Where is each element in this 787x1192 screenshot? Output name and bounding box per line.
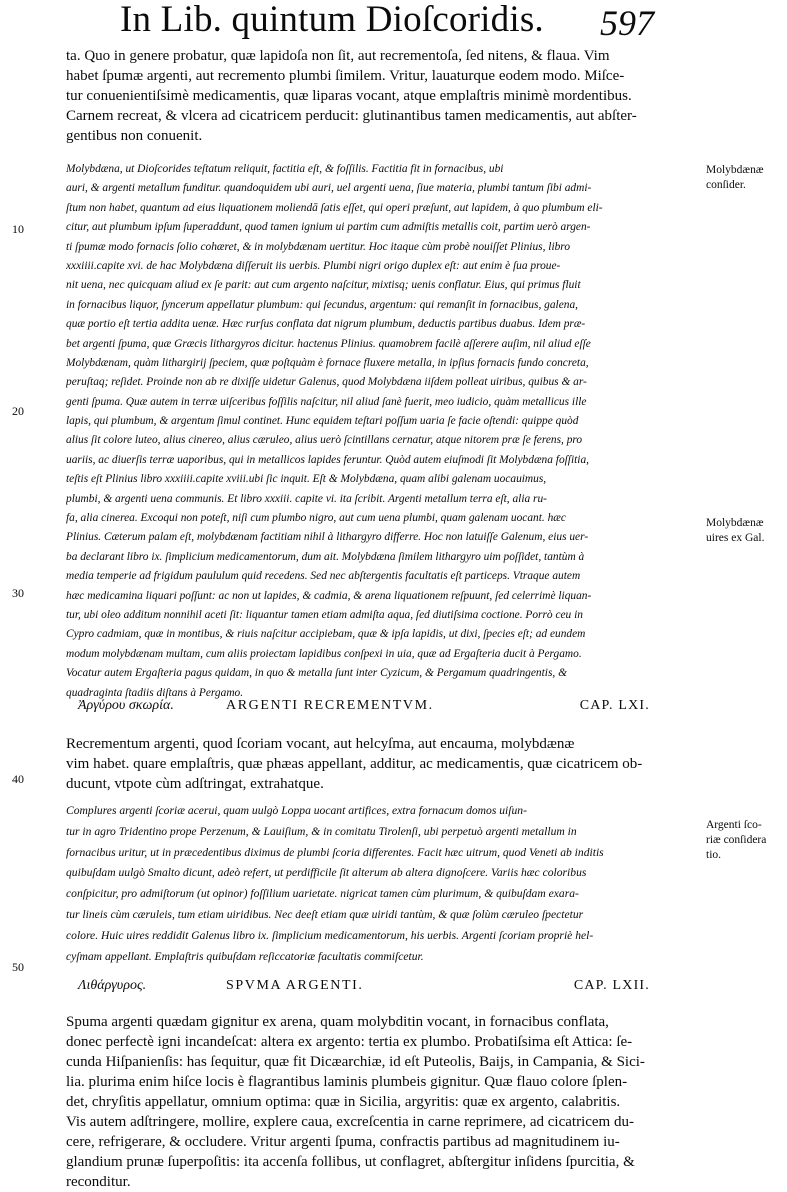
text-line: quibuſdam uulgò Smalto dicunt, adeò refert, ut perdifficile ſit alterum ab altera dignoſcere. Variis hæc coloribus [66,866,587,880]
text-line: peruſtaq; reſidet. Proinde non ab re dixiſſe uidetur Galenus, quod Molybdæna iiſdem polleat uiribus, quibus & ar- [66,376,587,389]
text-line: Recrementum argenti, quod ſcoriam vocant, aut helcyſma, aut encauma, molybdænæ [66,736,575,752]
line-number: 40 [12,772,24,786]
text-line: cere, refrigerare, & occludere. Vritur argenti ſpuma, confractis partibus ad magnitudinem iu- [66,1134,620,1150]
chapter-62-heading [78,978,688,1000]
scoria-commentary [66,801,706,967]
text-line: tur in agro Tridentino prope Perzenum, & Lauiſium, & in comitatu Tirolenſi, ubi perpetuò argenti metallum in [66,824,577,838]
latin-chapter-title: SPVMA ARGENTI. [226,978,364,993]
text-line: reconditur. [66,1174,131,1190]
text-line: Carnem recreat, & vlcera ad cicatricem perducit: glutinantibus tamen medicamentis, aut abſter- [66,108,637,124]
chapter-number: CAP. LXI. [579,698,650,713]
text-line: cyſmam appellant. Emplaſtris quibuſdam reſiccatoriæ facultatis commiſcetur. [66,949,424,963]
text-line: lapis, qui plumbum, & argentum ſimul continet. Hunc equidem teſtari poſſum uaria ſe facie oſtendi: quippe quòd [66,415,579,428]
text-line: bet argenti ſpuma, quæ Græcis lithargyros dicitur. hactenus Plinius. quamobrem facilè aſſerere auſim, nil aliud eſſe [66,337,591,350]
text-line: glandium prunæ ſuperpoſitis: ita accenſa follibus, ut conflagret, abſtergitur inſidens ſpurcitia, & [66,1154,635,1170]
text-line: donec perfectè igni incandeſcat: altera ex argento: tertia ex plumbo. Probatiſsima eſt Attica: ſe- [66,1034,633,1050]
chapter-number: CAP. LXII. [573,978,650,993]
text-line: uariis, ac diuerſis terræ uaporibus, qui in metallicos lapides feruntur. Quòd autem eiuſmodi ſit Molybdæna foſſitia, [66,453,590,466]
text-line: det, chryſitis appellatur, omnium optima: quæ in Sicilia, argyritis: quæ ex argento, calabritis. [66,1094,621,1110]
text-line: ducunt, vtpote cùm adſtringat, extrahatque. [66,776,324,792]
chapter-61-heading [78,698,688,720]
text-line: modum molybdænam multam, cum aliis proiectam lapidibus conſpexi in uia, quæ ad Ergaſteria ducit à Pergamo. [66,647,582,660]
text-line: conſpicitur, pro admiſtorum (ut opinor) foſſilium uarietate. nigricat tamen cùm plurimum, & quibuſdam exara- [66,887,579,901]
text-line: ta. Quo in genere probatur, quæ lapidoſa non ſit, aut recrementoſa, ſed nitens, & flaua. Vim [66,48,610,64]
text-line: genti ſpuma. Quæ autem in terræ uiſceribus foſſilis naſcitur, nil aliud ſanè fuerit, meo iudicio, quàm metallicus ille [66,395,587,408]
margin-note: Molybdænæ uires ex Gal. [706,517,765,544]
molybdaena-commentary [66,160,706,703]
text-line: Molybdænam, quàm lithargirij ſpeciem, quæ poſtquàm è fornace fluxere metalla, in ipſius fornacis fundo concreta, [66,356,589,369]
text-line: tur conuenientiſsimè medicamentis, quæ liparas vocant, atque emplaſtris minimè mordentibus. [66,88,632,104]
text-line: quæ portio eſt tertia addita uenæ. Hæc rurſus conflata dat nigrum plumbum, deductis partibus duabus. Idem præ- [66,318,586,331]
greek-chapter-title: Λιθάργυρος. [78,978,147,993]
latin-chapter-title: ARGENTI RECREMENTVM. [226,698,434,713]
page-number: 597 [600,3,654,43]
line-number: 10 [12,222,24,236]
text-line: Molybdæna, ut Dioſcorides teſtatum reliquit, factitia eſt, & foſſilis. Factitia fit in fornacibus, ubi [66,163,504,175]
intro-paragraph [66,46,701,146]
text-line: ti ſpumæ modo fornacis ſolio cohæret, & in molybdænam uertitur. Hoc itaque cùm probè nouiſſet Plinius, libro [66,240,571,253]
text-line: Spuma argenti quædam gignitur ex arena, quam molybditin vocant, in fornacibus conflata, [66,1014,609,1030]
text-line: media temperie ad frigidum paululum quid recedens. Sed nec abſtergentis facultatis eſt particeps. Vtraque autem [66,570,581,583]
text-line: Vis autem adſtringere, mollire, explere caua, excreſcentia in carne reprimere, ad cicatricem du- [66,1114,634,1130]
text-line: fornacibus uritur, ut in præcedentibus diximus de plumbi ſcoria differentes. Facit hæc uitrum, quod Veneti ab inditis [66,845,604,859]
text-line: colore. Huic uires reddidit Galenus libro ix. ſimplicium medicamentorum, his uerbis. Argenti ſcoriam propriè hel- [66,928,594,942]
margin-note: Molybdænæ conſider. [706,164,764,191]
text-line: hæc medicamina liquari poſſunt: ac non ut lapides, & cadmia, & arena liquationem reſpuunt, ſed celerrimè liquan- [66,589,592,602]
text-line: lia. plurima enim hiſce locis è flagrantibus laminis plumbeis gignitur. Quæ flauo colore ſplen- [66,1074,628,1090]
line-number: 30 [12,586,24,600]
text-line: ba declarant libro ix. ſimplicium medicamentorum, dum ait. Molybdæna ſimilem lithargyro uim poſſidet, tantùm à [66,550,585,563]
text-line: vim habet. quare emplaſtris, quæ phæas appellant, additur, ac medicamentis, quæ cicatricem ob- [66,756,643,772]
line-number: 20 [12,404,24,418]
spuma-paragraph [66,1012,701,1192]
greek-chapter-title: Ἀργύρου σκωρία. [78,698,174,713]
text-line: plumbi, & argenti uena communis. Et libro xxxiii. capite vi. ita ſcribit. Argenti metallum terra eſt, alia ru- [66,492,547,505]
text-line: alius ſit colore luteo, alius cinereo, alius cæruleo, alius uerò ſcintillans cernatur, atque nitorem præ ſe ferens, pro [66,434,583,447]
running-head-title: In Lib. quintum Dioſcoridis. [120,0,544,40]
line-number: 50 [12,960,24,974]
text-line: Vocatur autem Ergaſteria pagus quidam, in quo & metalla ſunt inter Cyzicum, & Pergamum quadringentis, & [66,667,567,680]
text-line: fa, alia cinerea. Excoqui non poteſt, niſi cum plumbo nigro, aut cum uena plumbi, quam galenam uocant. hæc [66,512,566,525]
text-line: xxxiiii.capite xvi. de hac Molybdæna diſſeruit iis uerbis. Plumbi nigri origo duplex eſt: aut enim è ſua proue- [66,259,561,272]
text-line: Complures argenti ſcoriæ acerui, quam uulgò Loppa uocant artifices, extra fornacum domos uiſun- [66,804,527,817]
text-line: nit uena, nec quicquam aliud ex ſe parit: aut cum argento naſcitur, mixtisq; uenis conflatur. Eius, qui primus fluit [66,279,581,292]
text-line: cunda Hiſpanienſis: has ſequitur, quæ fit Dicæarchiæ, id eſt Puteolis, Baijs, in Campania, & Sici- [66,1054,645,1070]
recrementum-paragraph [66,734,701,794]
margin-note: Argenti ſco- riæ conſidera tio. [706,819,767,861]
text-line: gentibus non conuenit. [66,128,203,144]
text-line: tur lineis cùm cæruleis, tum etiam uiridibus. Nec deeſt etiam quæ uiridi tantùm, & quæ ſolùm cæruleo ſpectetur [66,907,584,921]
text-line: tur, ubi oleo additum nonnihil aceti ſit: liquantur tamen etiam admiſta aqua, ſed diutiſsima coctione. Porrò ceu in [66,608,583,621]
text-line: ſtum non habet, quantum ad eius liquationem moliendā ſatis eſſet, qui operi præſunt, aut lapidem, à quo plumbum eli- [66,201,603,214]
text-line: quadraginta ſtadiis diſtans à Pergamo. [66,686,244,699]
text-line: habet ſpumæ argenti, aut recremento plumbi ſimilem. Vritur, lauaturque eodem modo. Miſce- [66,68,625,84]
text-line: citur, aut plumbum ipſum ſuperaddunt, quod tamen ignium ui partim cum admiſtis metallis coit, partim uerò argen- [66,221,591,234]
text-line: auri, & argenti metallum funditur. quandoquidem ubi auri, uel argenti uena, ſiue materia, plumbi tantum ſibi admi- [66,182,592,195]
text-line: Plinius. Cæterum palam eſt, molybdænam factitiam nihil à lithargyro differre. Hoc non latuiſſe Galenum, eius uer- [66,531,589,544]
text-line: in fornacibus liquor, ſyncerum appellatur plumbum: qui ſecundus, argentum: qui remanſit in fornacibus, galena, [66,298,579,311]
text-line: Cypro cadmiam, quæ in montibus, & riuis naſcitur accipiebam, quæ & ipſa lapidis, ut dixi, ſpecies eſt; ad eundem [66,628,586,641]
text-line: teſtis eſt Plinius libro xxxiiii.capite xviii.ubi ſic inquit. Eſt & Molybdæna, quam alibi galenam uocauimus, [66,473,547,486]
